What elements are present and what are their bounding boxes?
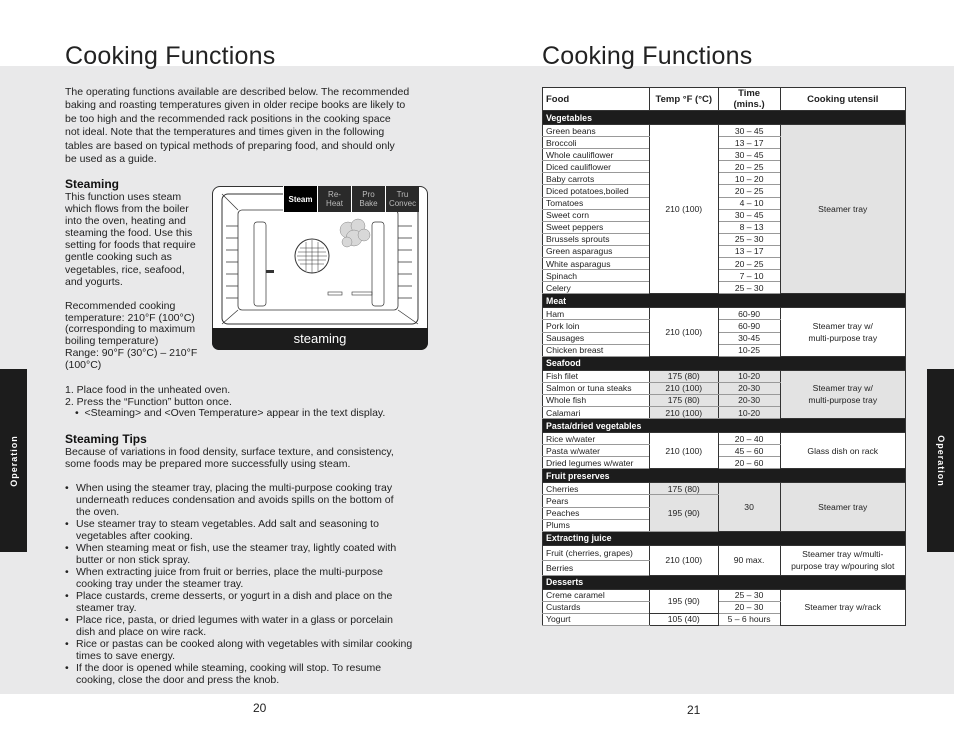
food-cell: Sweet peppers [543,221,650,233]
right-page-title: Cooking Functions [542,42,753,70]
food-cell: Yogurt [543,613,650,625]
temp-cell: 195 (90) [649,589,718,613]
steaming-description [65,191,210,288]
temp-cell: 105 (40) [649,613,718,625]
utensil-cell: Steamer tray [780,125,906,294]
category-row [543,294,906,308]
category-desserts: Desserts [543,575,906,589]
food-cell: Brussels sprouts [543,233,650,245]
text-line: gentle cooking such as [65,251,172,264]
food-cell: Baby carrots [543,173,650,185]
step-line: 2. Press the “Function” button once. [65,395,232,408]
time-cell: 20 – 25 [718,258,780,270]
utensil-cell: Steamer tray [780,483,906,531]
temp-cell: 210 (100) [649,545,718,575]
category-pasta: Pasta/dried vegetables [543,419,906,433]
time-cell: 90 max. [718,545,780,575]
category-seafood: Seafood [543,356,906,370]
time-cell: 5 – 6 hours [718,613,780,625]
food-cell: Diced cauliflower [543,161,650,173]
col-header-utensil: Cooking utensil [780,88,906,111]
intro-line: not ideal. Note that the temperatures and times given in the following [65,126,385,139]
food-cell: Sausages [543,332,650,344]
time-cell: 10-20 [718,370,780,382]
table-row [543,370,906,382]
section-tab-label: Operation [935,434,946,487]
food-cell: Salmon or tuna steaks [543,382,650,394]
food-cell: Pasta w/water [543,445,650,457]
tip-item: • Place custards, creme desserts, or yogurt in a dish and place on the steamer tray. [65,590,425,614]
steaming-heading: Steaming [65,177,120,191]
food-cell: Ham [543,308,650,320]
category-row [543,356,906,370]
oven-mode-label: steaming [212,328,428,350]
temp-cell: 210 (100) [649,406,718,418]
fruit-rows [543,483,906,531]
food-cell: Whole fish [543,394,650,406]
tip-item: • Use steamer tray to steam vegetables. Add salt and seasoning to vegetables after cooking. [65,518,425,542]
left-section-tab [0,369,27,552]
utensil-cell: Glass dish on rack [780,433,906,469]
pasta-rows [543,433,906,469]
temp-cell: 210 (100) [649,125,718,294]
intro-line: The operating functions available are described below. The recommended [65,86,410,98]
time-cell: 7 – 10 [718,270,780,282]
text-line: This function uses steam [65,191,182,203]
steaming-tips-heading: Steaming Tips [65,432,147,446]
table-header-row [543,88,906,111]
tip-item: • If the door is opened while steaming, cooking will stop. To resume cooking, close the door and press the knob. [65,662,425,686]
oven-illustration [212,186,428,350]
temp-cell: 210 (100) [649,308,718,356]
food-cell: Cherries [543,483,650,495]
category-row [543,531,906,545]
food-cell: Broccoli [543,137,650,149]
category-meat: Meat [543,294,906,308]
intro-line: be used as a guide. [65,153,157,166]
tru-convec-button: Tru Convec [385,186,419,212]
food-cell: Dried legumes w/water [543,457,650,469]
steam-button: Steam [283,186,317,212]
food-cell: Fruit (cherries, grapes) [543,545,650,560]
right-page-number: 21 [687,703,701,717]
temp-cell: 175 (80) [649,370,718,382]
food-cell: Pork loin [543,320,650,332]
text-line: Because of variations in food density, surface texture, and consistency, [65,446,394,458]
text-line: into the oven, heating and [65,215,186,228]
food-cell: Creme caramel [543,589,650,601]
table-row [543,545,906,560]
food-cell: Fish filet [543,370,650,382]
meat-rows [543,308,906,356]
text-line: (corresponding to maximum [65,323,196,336]
time-cell: 30 – 45 [718,149,780,161]
food-cell: Berries [543,560,650,575]
time-cell: 20 – 40 [718,433,780,445]
food-cell: Plums [543,519,650,531]
text-line: which flows from the boiler [65,203,189,216]
time-cell: 60-90 [718,320,780,332]
food-cell: Sweet corn [543,209,650,221]
tip-item: • Rice or pastas can be cooked along with vegetables with similar cooking times to save energy. [65,638,425,662]
reheat-button: Re- Heat [317,186,351,212]
time-cell: 10 – 20 [718,173,780,185]
utensil-cell: Steamer tray w/ multi-purpose tray [780,370,906,418]
table-row [543,308,906,320]
steps-list [65,385,425,420]
food-cell: Tomatoes [543,197,650,209]
time-cell: 20-30 [718,394,780,406]
time-cell: 45 – 60 [718,445,780,457]
food-cell: Calamari [543,406,650,418]
temp-cell: 175 (80) [649,394,718,406]
time-cell: 4 – 10 [718,197,780,209]
intro-paragraph [65,86,445,166]
pro-bake-button: Pro Bake [351,186,385,212]
time-cell: 10-25 [718,344,780,356]
text-line: Range: 90°F (30°C) – 210°F [65,346,198,359]
time-cell: 20 – 60 [718,457,780,469]
food-cell: Green asparagus [543,245,650,257]
seafood-rows [543,370,906,418]
section-tab-label: Operation [8,434,19,487]
category-vegetables: Vegetables [543,111,906,125]
temp-cell: 210 (100) [649,382,718,394]
temp-cell: 210 (100) [649,433,718,469]
temp-cell: 175 (80) [649,483,718,495]
step-bullet-text: <Steaming> and <Oven Temperature> appear in the text display. [84,407,386,420]
food-cell: Diced potatoes,boiled [543,185,650,197]
time-cell: 30-45 [718,332,780,344]
tip-item: • When steaming meat or fish, use the steamer tray, lightly coated with butter or non stick spray. [65,542,425,566]
step-bullet: • <Steaming> and <Oven Temperature> appear in the text display. [75,407,386,420]
category-row [543,419,906,433]
intro-line: baking and roasting temperatures given in older recipe books are likely to [65,99,406,112]
food-cell: Custards [543,601,650,613]
utensil-cell: Steamer tray w/multi- purpose tray w/pouring slot [780,545,906,575]
col-header-time: Time (mins.) [718,88,780,111]
step-line: 1. Place food in the unheated oven. [65,384,231,396]
food-cell: Peaches [543,507,650,519]
table-row [543,433,906,445]
right-section-tab [927,369,954,552]
food-cell: Spinach [543,270,650,282]
time-cell: 20-30 [718,382,780,394]
table-row [543,589,906,601]
text-line: some foods may be prepared more successfully using steam. [65,458,351,470]
time-cell: 13 – 17 [718,245,780,257]
food-cell: Whole cauliflower [543,149,650,161]
time-cell: 30 – 45 [718,125,780,137]
time-cell: 20 – 25 [718,185,780,197]
intro-line: tables are based on typical methods of preparing food, and should only [65,139,395,152]
category-row [543,469,906,483]
vegetables-rows [543,125,906,294]
utensil-cell: Steamer tray w/ multi-purpose tray [780,308,906,356]
table-row [543,483,906,495]
time-cell: 13 – 17 [718,137,780,149]
time-cell: 30 [718,483,780,531]
juice-rows [543,545,906,575]
text-line: steaming the food. Use this [65,227,193,240]
food-cell: Chicken breast [543,344,650,356]
category-fruit: Fruit preserves [543,469,906,483]
left-page-number: 20 [253,701,267,715]
text-line: setting for foods that require [65,239,196,252]
text-line: boiling temperature) [65,335,159,348]
time-cell: 30 – 45 [718,209,780,221]
category-row [543,575,906,589]
temp-cell: 195 (90) [649,495,718,531]
col-header-food: Food [543,88,650,111]
time-cell: 8 – 13 [718,221,780,233]
tip-item: • When extracting juice from fruit or berries, place the multi-purpose cooking tray under the steamer tray. [65,566,425,590]
time-cell: 10-20 [718,406,780,418]
time-cell: 25 – 30 [718,233,780,245]
tip-item: • Place rice, pasta, or dried legumes with water in a glass or porcelain dish and place on wire rack. [65,614,425,638]
category-juice: Extracting juice [543,531,906,545]
text-line: and yogurts. [65,275,123,288]
function-button-row [283,186,419,212]
text-line: temperature: 210°F (100°C) [65,311,195,324]
col-header-temp: Temp °F (°C) [649,88,718,111]
recommended-temperature [65,301,210,371]
left-page-title: Cooking Functions [65,42,276,70]
time-cell: 60-90 [718,308,780,320]
table-row [543,125,906,137]
time-cell: 20 – 25 [718,161,780,173]
food-cell: Pears [543,495,650,507]
utensil-cell: Steamer tray w/rack [780,589,906,625]
intro-line: be too high and the recommended rack positions in the cooking space [65,112,391,125]
text-line: vegetables, rice, seafood, [65,263,185,276]
tip-item: • When using the steamer tray, placing the multi-purpose cooking tray underneath reduces condensation and avoids spills on the bottom of the oven. [65,482,425,518]
time-cell: 25 – 30 [718,589,780,601]
tips-list [65,482,425,686]
food-cell: Green beans [543,125,650,137]
time-cell: 20 – 30 [718,601,780,613]
dessert-rows [543,589,906,625]
cooking-table [542,87,906,626]
category-row [543,111,906,125]
food-cell: Celery [543,282,650,294]
food-cell: Rice w/water [543,433,650,445]
text-line: Recommended cooking [65,300,176,312]
time-cell: 25 – 30 [718,282,780,294]
food-cell: White asparagus [543,258,650,270]
tips-intro [65,446,435,470]
text-line: (100°C) [65,358,102,371]
